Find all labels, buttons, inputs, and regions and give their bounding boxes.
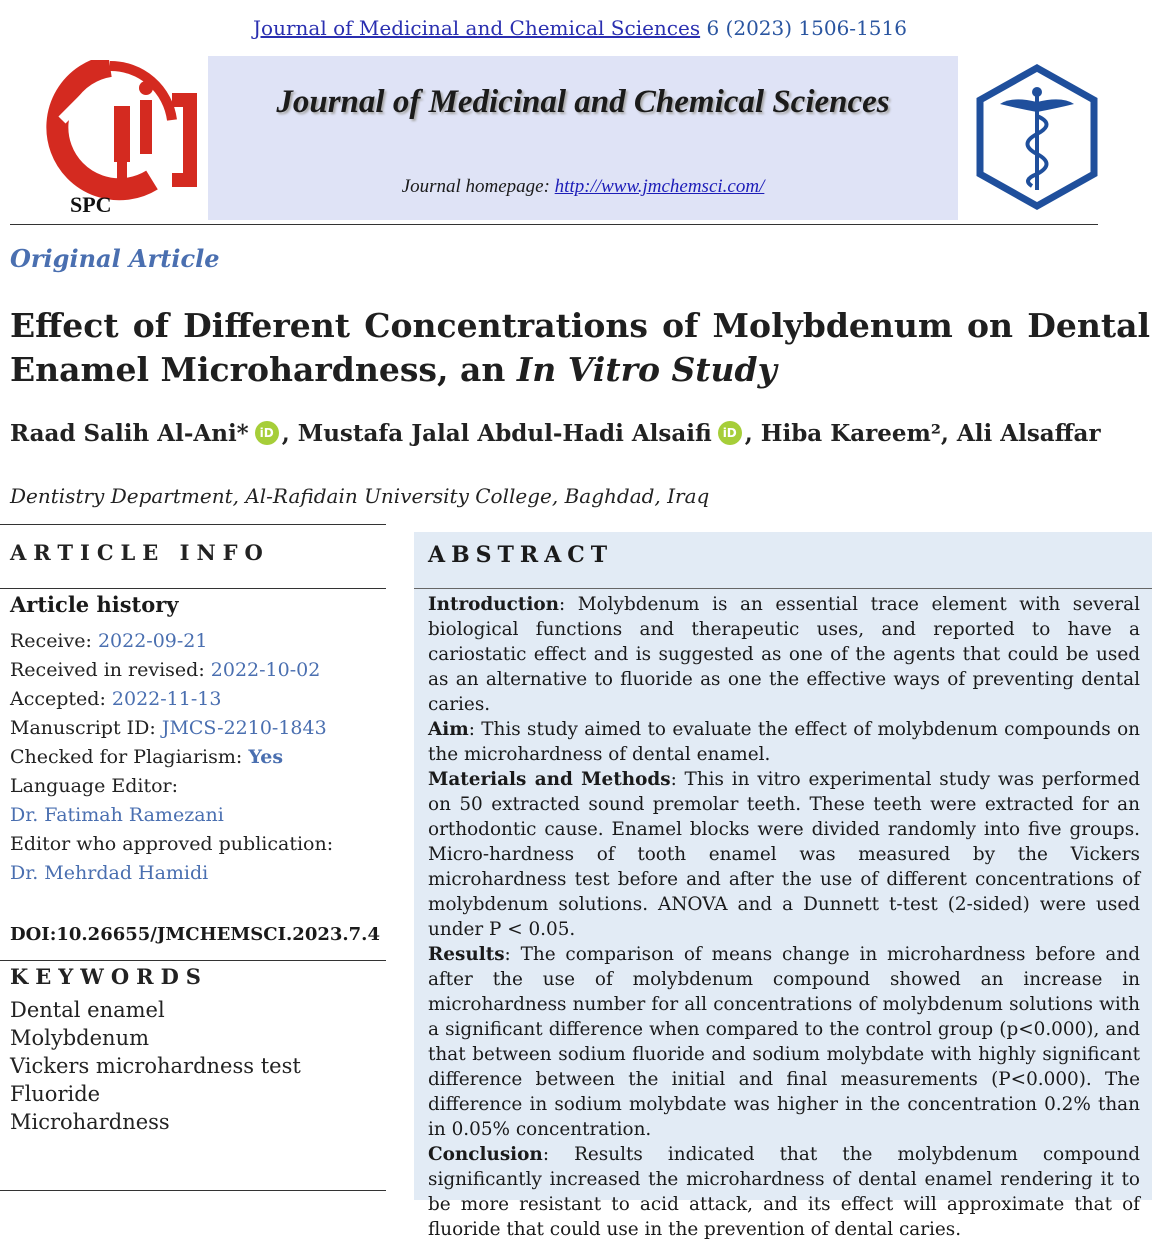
author-2: Mustafa Jalal Abdul-Hadi Alsaifi <box>297 420 712 447</box>
accepted-date <box>10 688 221 710</box>
introduction-text: : Molybdenum is an essential trace element with several biological functions and therapeutic uses, and reported to have a cariostatic effect and is suggested as one of the agents that could be used as an alternative to fluoride as one the effective ways of preventing dental caries. <box>428 594 1140 715</box>
divider <box>0 960 386 961</box>
author-list <box>10 420 1150 447</box>
abstract-introduction <box>428 592 1140 717</box>
approver <box>10 862 208 884</box>
article-type: Original Article <box>10 244 220 273</box>
results-text: : The comparison of means change in microhardness before and after the use of molybdenum compound showed an increase in microhardness number for all concentrations of molybdenum solutions with a significant difference when compared to the control group (p<0.000), and that between sodium fluoride and sodium molybdate with highly significant difference between the initial and final measurements (P<0.000). The difference in sodium molybdate was higher in the concentration 0.2% than in 0.05% concentration. <box>428 944 1140 1140</box>
revised-label: Received in revised: <box>10 659 211 681</box>
doi[interactable]: DOI:10.26655/JMCHEMSCI.2023.7.4 <box>10 924 380 945</box>
article-info-heading: ARTICLE INFO <box>10 540 270 565</box>
author-separator: , <box>744 420 761 447</box>
journal-citation <box>0 16 1160 40</box>
approver-label: Editor who approved publication: <box>10 833 334 855</box>
spc-publisher-logo <box>22 60 202 220</box>
abstract-aim <box>428 717 1140 767</box>
abstract-panel <box>414 532 1152 1240</box>
approver-name: Dr. Mehrdad Hamidi <box>10 862 209 884</box>
keyword-item: Fluoride <box>10 1082 101 1106</box>
plagiarism-value: Yes <box>248 746 284 768</box>
methods-text: : This in vitro experimental study was performed on 50 extracted sound premolar teeth. These teeth were extracted for an orthodontic cause. Enamel blocks were divided randomly into five groups. Micro-hardness of tooth enamel was measured by the Vickers microhardness test before and after the use of different concentrations of molybdenum solutions. ANOVA and a Dunnett t-test (2-sided) were used under P < 0.05. <box>428 769 1140 940</box>
abstract-heading: ABSTRACT <box>428 542 614 568</box>
receive-date <box>10 630 207 652</box>
manuscript-label: Manuscript ID: <box>10 717 162 739</box>
title-line-2: Enamel Microhardness, an <box>10 350 517 389</box>
journal-header-panel <box>208 56 958 220</box>
manuscript-value: JMCS-2210-1843 <box>161 717 327 739</box>
abstract-conclusion <box>428 1142 1140 1242</box>
caduceus-hexagon-logo <box>972 62 1102 212</box>
volume-info: 6 (2023) 1506-1516 <box>706 16 907 40</box>
author-3: Hiba Kareem² <box>760 420 941 447</box>
accepted-label: Accepted: <box>10 688 112 710</box>
author-separator: , <box>940 420 957 447</box>
revised-date <box>10 659 320 681</box>
homepage-label: Journal homepage: <box>401 176 550 197</box>
author-4: Ali Alsaffar <box>956 420 1101 447</box>
abstract-results <box>428 942 1140 1142</box>
keyword-item: Microhardness <box>10 1110 170 1134</box>
abstract-text <box>428 592 1140 1242</box>
language-editor-label: Language Editor: <box>10 775 179 797</box>
journal-homepage <box>208 176 958 198</box>
homepage-link[interactable]: http://www.jmchemsci.com/ <box>554 176 765 197</box>
journal-link[interactable]: Journal of Medicinal and Chemical Sciences <box>253 16 701 40</box>
affiliation: Dentistry Department, Al-Rafidain University College, Baghdad, Iraq <box>10 484 710 508</box>
journal-banner <box>10 52 1098 224</box>
title-line-1: Effect of Different Concentrations of Molybdenum on Dental <box>10 306 1150 345</box>
keyword-item: Molybdenum <box>10 1026 150 1050</box>
aim-text: : This study aimed to evaluate the effect of molybdenum compounds on the microhardness of dental enamel. <box>428 719 1140 765</box>
keywords-heading: KEYWORDS <box>10 964 208 989</box>
article-title <box>10 304 1150 392</box>
author-separator: , <box>281 420 298 447</box>
orcid-icon[interactable]: iD <box>718 421 742 445</box>
keyword-item: Dental enamel <box>10 998 165 1022</box>
article-history-title: Article history <box>10 592 179 617</box>
spc-logo-text: SPC <box>70 192 112 217</box>
conclusion-text: : Results indicated that the molybdenum compound significantly increased the microhardness of dental enamel rendering it to be more resistant to acid attack, and its effect will approximate that of fluoride that could use in the prevention of dental caries. <box>428 1144 1140 1240</box>
revised-value: 2022-10-02 <box>210 659 321 681</box>
language-editor <box>10 804 224 826</box>
divider <box>0 588 386 589</box>
abstract-methods <box>428 767 1140 942</box>
divider <box>0 524 386 525</box>
plagiarism-check <box>10 746 283 768</box>
divider <box>414 588 1152 589</box>
banner-divider <box>10 224 1098 225</box>
receive-value: 2022-09-21 <box>97 630 208 652</box>
accepted-value: 2022-11-13 <box>111 688 222 710</box>
results-label: Results <box>428 944 505 965</box>
author-1: Raad Salih Al-Ani* <box>10 420 249 447</box>
receive-label: Receive: <box>10 630 98 652</box>
journal-title: Journal of Medicinal and Chemical Sciences <box>276 84 890 120</box>
title-line-2-italic: In Vitro Study <box>516 350 777 389</box>
conclusion-label: Conclusion <box>428 1144 543 1165</box>
language-editor-name: Dr. Fatimah Ramezani <box>10 804 224 826</box>
methods-label: Materials and Methods <box>428 769 671 790</box>
plagiarism-label: Checked for Plagiarism: <box>10 746 249 768</box>
divider <box>0 1190 386 1191</box>
orcid-icon[interactable]: iD <box>255 421 279 445</box>
manuscript-id <box>10 717 327 739</box>
keyword-item: Vickers microhardness test <box>10 1054 301 1078</box>
introduction-label: Introduction <box>428 594 559 615</box>
aim-label: Aim <box>428 719 469 740</box>
